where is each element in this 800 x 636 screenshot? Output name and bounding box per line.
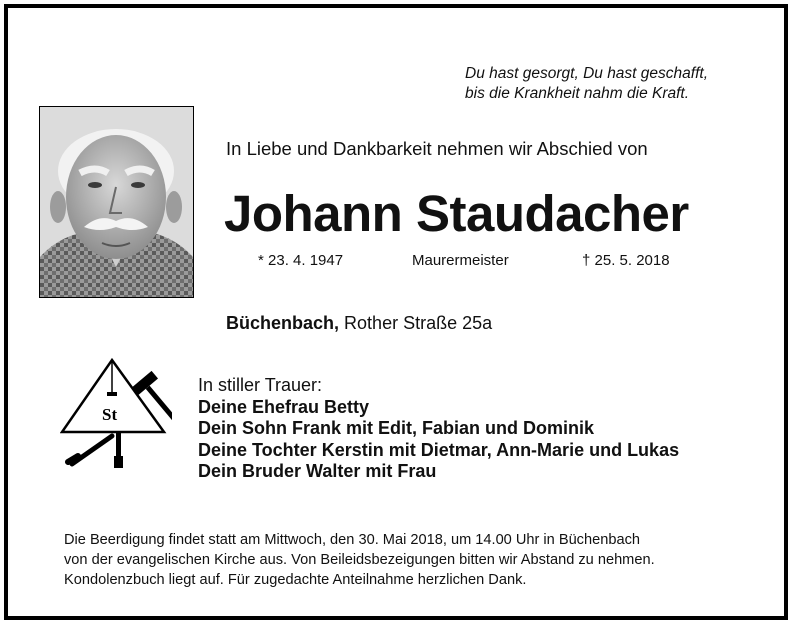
deceased-name: Johann Staudacher <box>224 185 689 242</box>
birth-date: * 23. 4. 1947 <box>258 252 344 269</box>
obituary-notice <box>4 4 788 620</box>
funeral-line-1: Die Beerdigung findet statt am Mittwoch, den 30. Mai 2018, um 14.00 Uhr in Büchenbach <box>64 532 640 548</box>
profession: Maurermeister <box>412 252 509 269</box>
portrait-illustration <box>40 107 193 297</box>
portrait-photo <box>39 106 194 298</box>
address-town: Büchenbach, <box>226 313 340 333</box>
mourners-lead: In stiller Trauer: <box>198 375 323 395</box>
address-street: Rother Straße 25a <box>344 313 493 333</box>
funeral-details <box>64 530 750 590</box>
mourner-line: Dein Bruder Walter mit Frau <box>198 461 437 481</box>
intro-line: In Liebe und Dankbarkeit nehmen wir Abschied von <box>226 138 648 159</box>
emblem-letters: St <box>102 405 118 424</box>
mason-guild-emblem-icon <box>60 356 172 472</box>
address <box>226 313 492 334</box>
funeral-line-2: von der evangelischen Kirche aus. Von Beileidsbezeigungen bitten wir Abstand zu nehmen. <box>64 552 655 568</box>
death-date: † 25. 5. 2018 <box>582 252 670 269</box>
mourner-line: Deine Tochter Kerstin mit Dietmar, Ann-Marie und Lukas <box>198 439 680 460</box>
mourners-list <box>198 375 679 483</box>
mourner-line: Dein Sohn Frank mit Edit, Fabian und Dominik <box>198 418 595 438</box>
quote-line-2: bis die Krankheit nahm die Kraft. <box>465 85 690 102</box>
quote-line-1: Du hast gesorgt, Du hast geschafft, <box>465 65 708 82</box>
funeral-line-3: Kondolenzbuch liegt auf. Für zugedachte Anteilnahme herzlichen Dank. <box>64 572 527 588</box>
mourner-line: Deine Ehefrau Betty <box>198 396 370 417</box>
memorial-quote <box>465 64 708 104</box>
